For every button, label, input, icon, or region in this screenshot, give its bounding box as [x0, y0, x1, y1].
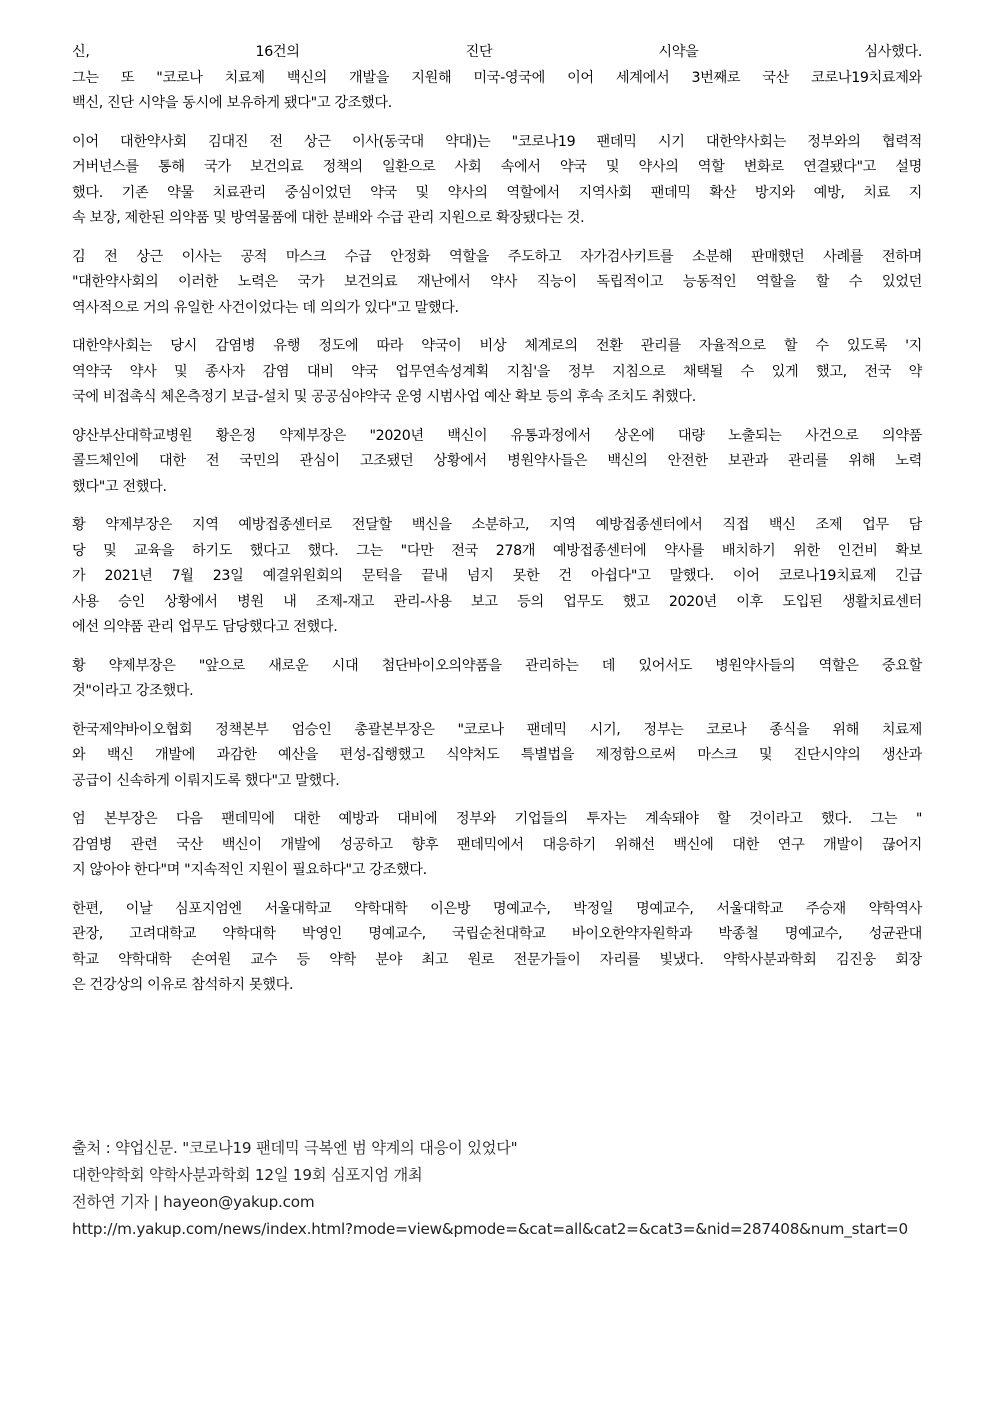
paragraph-line: 와 백신 개발에 과감한 예산을 편성-집행했고 식약처도 특별법을 제정함으로써 마스크 및 진단시약의 생산과: [72, 747, 922, 763]
paragraph-line: 신, 16건의 진단 시약을 심사했다.: [72, 44, 922, 60]
paragraph-line: 이어 대한약사회 김대진 전 상근 이사(동국대 약대)는 "코로나19 팬데믹 시기 대한약사회는 정부와의 협력적: [72, 133, 922, 150]
paragraph-line: 거버넌스를 통해 국가 보건의료 정책의 일환으로 사회 속에서 약국 및 약사의 역할 변화로 연결됐다"고 설명: [72, 159, 922, 175]
paragraph-line: 공급이 신속하게 이뤄지도록 했다"고 말했다.: [72, 772, 340, 789]
paragraph-line: "대한약사회의 이러한 노력은 국가 보건의료 재난에서 약사 직능이 독립적이고 능동적인 역할을 할 수 있었던: [72, 274, 922, 290]
paragraph-line: 것"이라고 강조했다.: [72, 683, 194, 699]
article-body: [72, 40, 922, 1012]
article-paragraph: [72, 40, 922, 117]
paragraph-line: 백신, 진단 시약을 동시에 보유하게 됐다"고 강조했다.: [72, 95, 392, 111]
paragraph-line: 학교 약학대학 손여원 교수 등 약학 분야 최고 원로 전문가들이 자리를 빛냈다. 약학사분과학회 김진웅 회장: [72, 951, 922, 968]
article-paragraph: [72, 130, 922, 232]
paragraph-line: 황 약제부장은 지역 예방접종센터로 전달할 백신을 소분하고, 지역 예방접종센터에서 직접 백신 조제 업무 담: [72, 517, 922, 533]
paragraph-line: 엄 본부장은 다음 팬데믹에 대한 예방과 대비에 정부와 기업들의 투자는 계속돼야 할 것이라고 했다. 그는 ": [72, 811, 922, 827]
paragraph-line: 했다"고 전했다.: [72, 478, 167, 495]
article-paragraph: [72, 513, 922, 641]
paragraph-line: 했다. 기존 약물 치료관리 중심이었던 약국 및 약사의 역할에서 지역사회 팬데믹 확산 방지와 예방, 치료 지: [72, 184, 922, 201]
paragraph-line: 대한약사회는 당시 감염병 유행 정도에 따라 약국이 비상 체계로의 전환 관리를 자율적으로 할 수 있도록 '지: [72, 338, 922, 354]
paragraph-line: 사용 승인 상황에서 병원 내 조제-재고 관리-사용 보고 등의 업무도 했고 2020년 이후 도입된 생활치료센터: [72, 593, 922, 610]
article-paragraph: [72, 334, 922, 411]
paragraph-line: 김 전 상근 이사는 공적 마스크 수급 안정화 역할을 주도하고 자가검사키트를 소분해 판매했던 사례를 전하며: [72, 248, 922, 265]
source-subtitle: 대한약학회 약학사분과학회 12일 19회 심포지엄 개최: [72, 1166, 423, 1184]
paragraph-line: 한국제약바이오협회 정책본부 엄승인 총괄본부장은 "코로나 팬데믹 시기, 정부는 코로나 종식을 위해 치료제: [72, 721, 922, 738]
paragraph-line: 한편, 이날 심포지엄엔 서울대학교 약학대학 이은방 명예교수, 박정일 명예교수, 서울대학교 주승재 약학역사: [72, 900, 922, 917]
paragraph-line: 역사적으로 거의 유일한 사건이었다는 데 의의가 있다"고 말했다.: [72, 299, 459, 316]
paragraph-line: 에선 의약품 관리 업무도 담당했다고 전했다.: [72, 619, 338, 635]
paragraph-line: 국에 비접촉식 체온측정기 보급-설치 및 공공심야약국 운영 시범사업 예산 확보 등의 후속 조치도 취했다.: [72, 389, 696, 405]
paragraph-line: 가 2021년 7월 23일 예결위원회의 문턱을 끝내 넘지 못한 건 아쉽다"고 말했다. 이어 코로나19치료제 긴급: [72, 568, 922, 584]
paragraph-line: 관장, 고려대학교 약학대학 박영인 명예교수, 국립순천대학교 바이오한약자원학과 박종철 명예교수, 성균관대: [72, 926, 922, 942]
source-block: [72, 1135, 922, 1243]
article-paragraph: [72, 897, 922, 999]
article-paragraph: [72, 245, 922, 322]
article-paragraph: [72, 654, 922, 705]
paragraph-line: 그는 또 "코로나 치료제 백신의 개발을 지원해 미국-영국에 이어 세계에서 3번째로 국산 코로나19치료제와: [72, 69, 922, 86]
paragraph-line: 역약국 약사 및 종사자 감염 대비 약국 업무연속성계획 지침'을 정부 지침으로 채택될 수 있게 했고, 전국 약: [72, 363, 922, 380]
paragraph-line: 황 약제부장은 "앞으로 새로운 시대 첨단바이오의약품을 관리하는 데 있어서도 병원약사들의 역할은 중요할: [72, 657, 922, 674]
paragraph-line: 지 않아야 한다"며 "지속적인 지원이 필요하다"고 강조했다.: [72, 862, 427, 878]
paragraph-line: 당 및 교육을 하기도 했다고 했다. 그는 "다만 전국 278개 예방접종센터에 약사를 배치하기 위한 인건비 확보: [72, 542, 922, 559]
paragraph-line: 콜드체인에 대한 전 국민의 관심이 고조됐던 상황에서 병원약사들은 백신의 안전한 보관과 관리를 위해 노력: [72, 453, 922, 469]
paragraph-line: 속 보장, 제한된 의약품 및 방역물품에 대한 분배와 수급 관리 지원으로 확장됐다는 것.: [72, 210, 585, 226]
article-paragraph: [72, 718, 922, 795]
article-paragraph: [72, 807, 922, 884]
source-title: 출처 : 약업신문. "코로나19 팬데믹 극복엔 범 약계의 대응이 있었다": [72, 1139, 518, 1157]
source-byline: 전하연 기자 | hayeon@yakup.com: [72, 1193, 315, 1211]
source-url-link[interactable]: http://m.yakup.com/news/index.html?mode=view&pmode=&cat=all&cat2=&cat3=&nid=287408&num_start=0: [72, 1220, 909, 1238]
paragraph-line: 은 건강상의 이유로 참석하지 못했다.: [72, 977, 294, 993]
paragraph-line: 양산부산대학교병원 황은정 약제부장은 "2020년 백신이 유통과정에서 상온에 대량 노출되는 사건으로 의약품: [72, 427, 922, 444]
paragraph-line: 감염병 관련 국산 백신이 개발에 성공하고 향후 팬데믹에서 대응하기 위해선 백신에 대한 연구 개발이 끊어지: [72, 836, 922, 853]
article-paragraph: [72, 424, 922, 501]
